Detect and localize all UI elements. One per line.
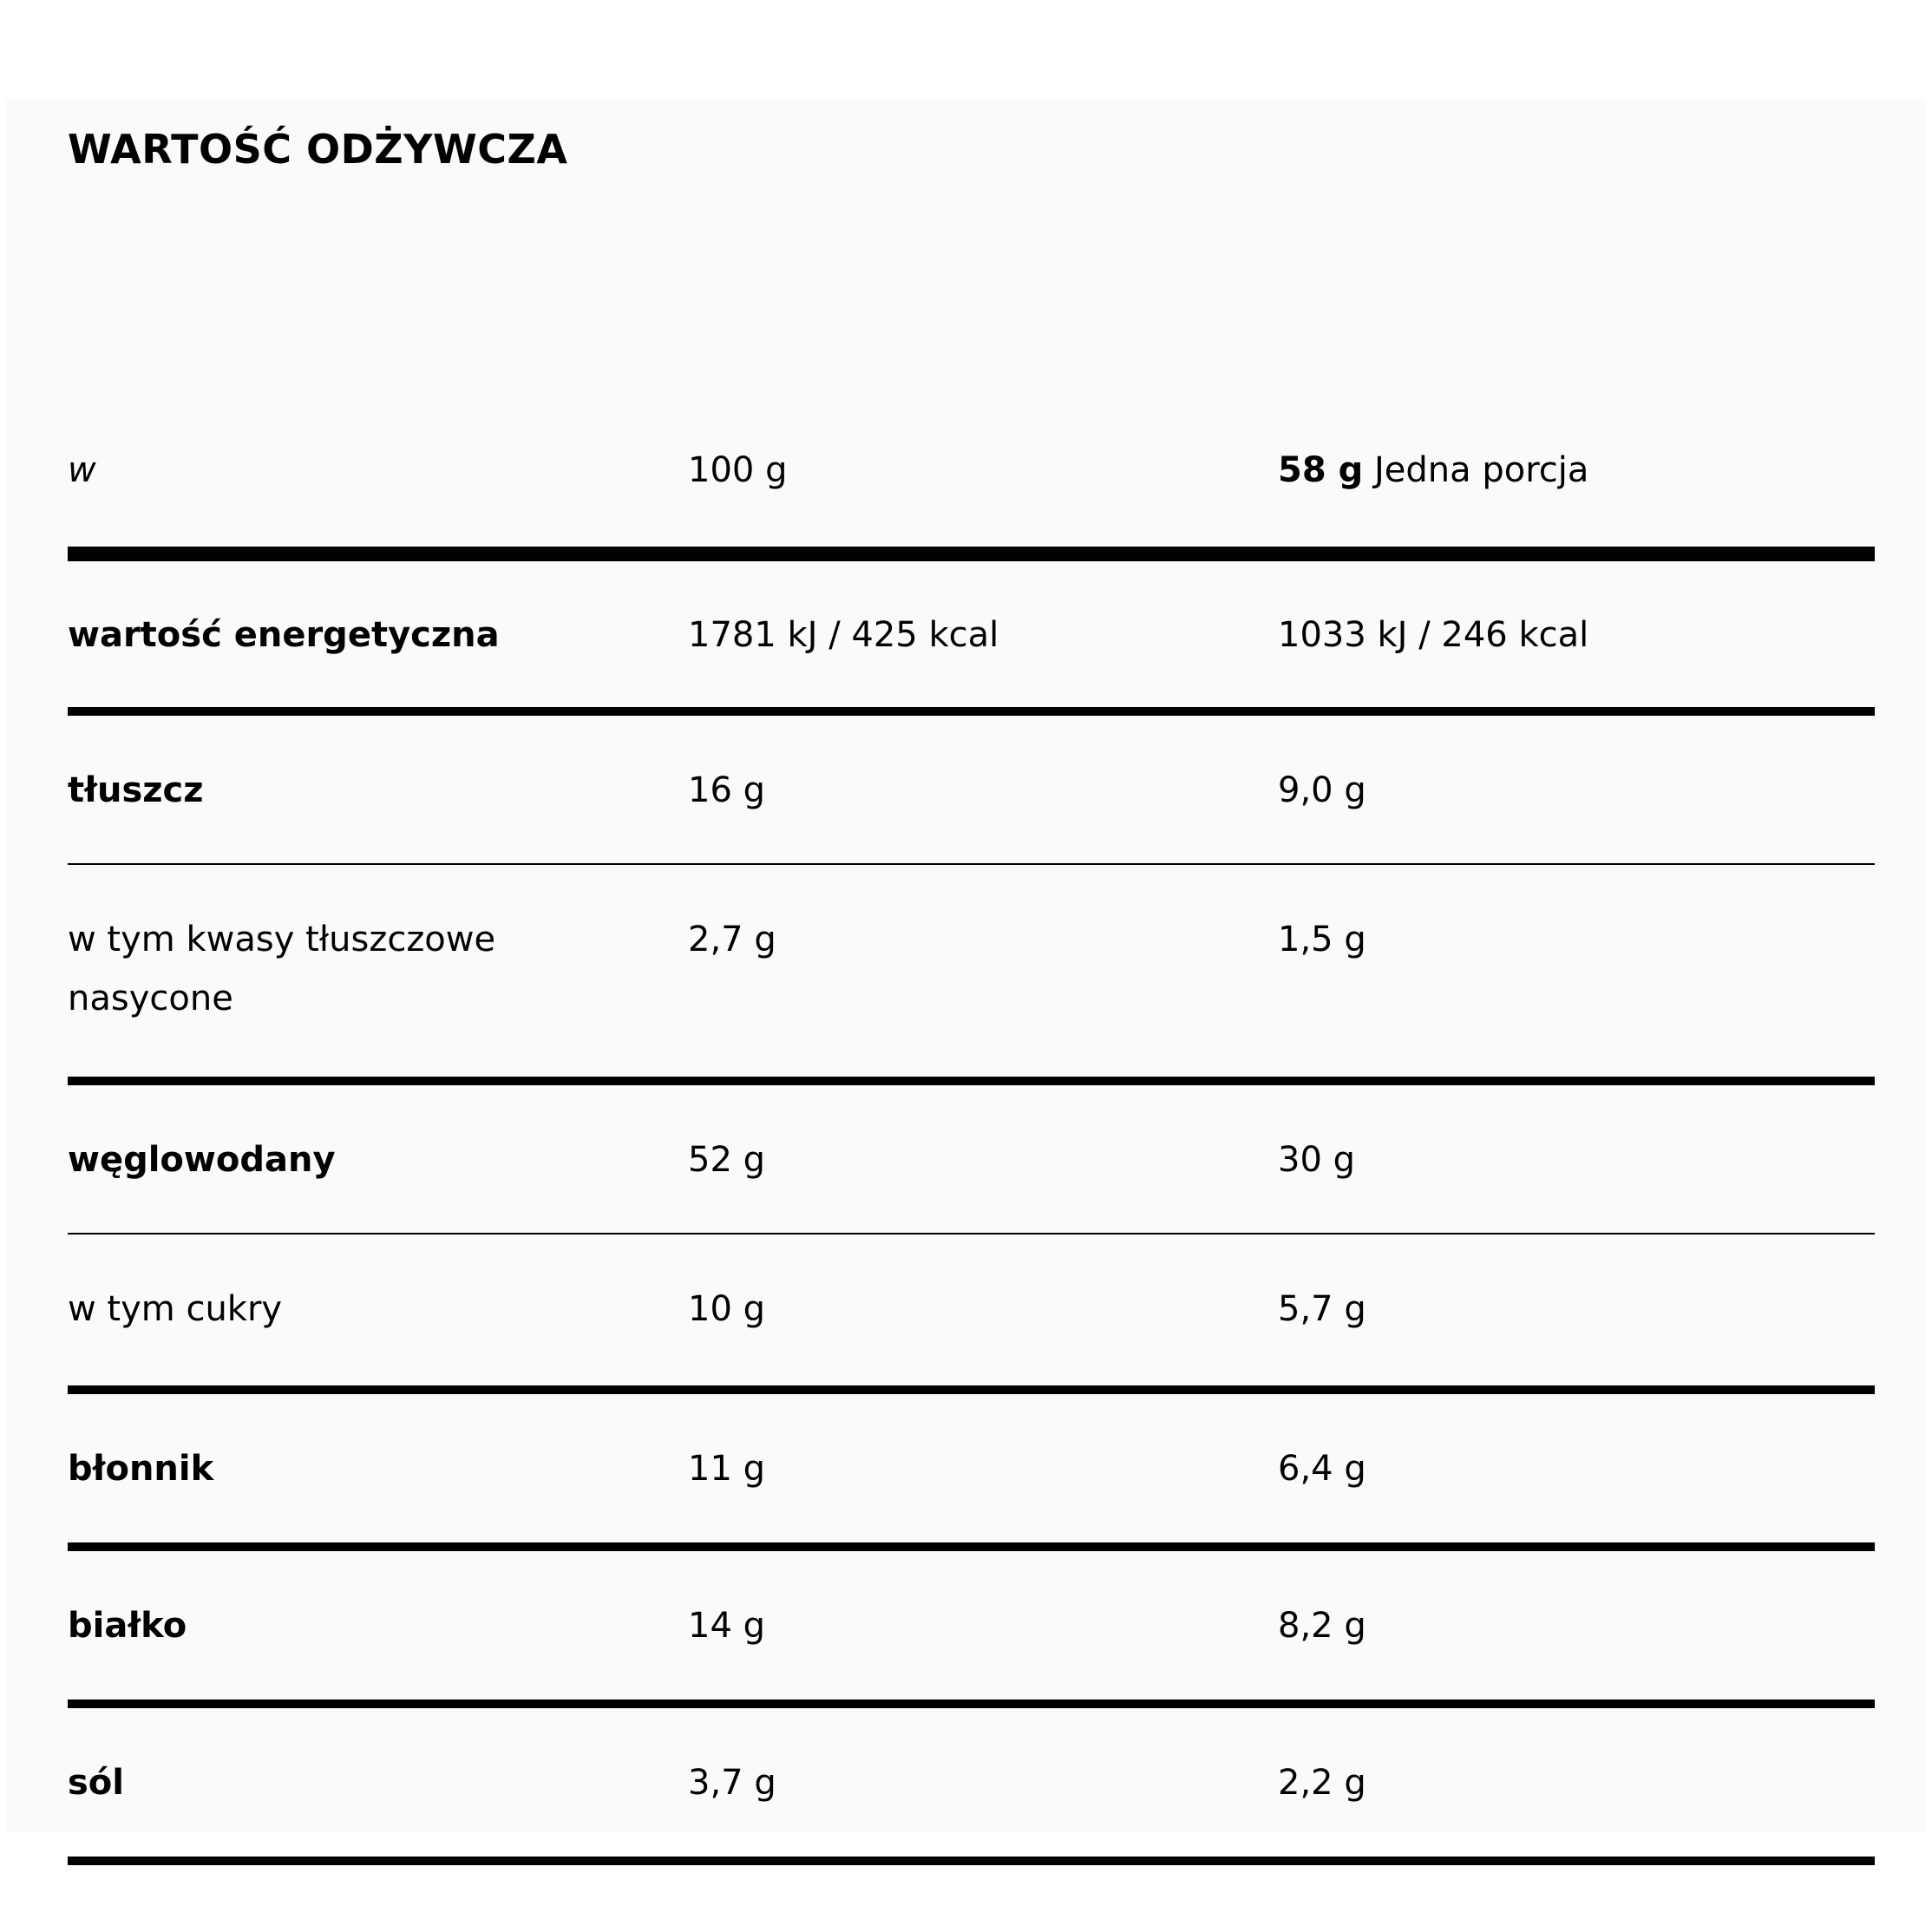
value-per-100g: 14 g xyxy=(688,1606,766,1646)
table-divider xyxy=(68,707,1875,716)
value-per-100g: 11 g xyxy=(688,1449,766,1489)
value-per-portion: 8,2 g xyxy=(1278,1606,1366,1646)
table-divider xyxy=(68,1077,1875,1085)
value-per-portion: 1,5 g xyxy=(1278,920,1366,959)
value-per-portion: 30 g xyxy=(1278,1140,1356,1180)
value-per-portion: 2,2 g xyxy=(1278,1763,1366,1803)
table-row xyxy=(68,1708,1875,1857)
value-per-100g: 1781 kJ / 425 kcal xyxy=(688,615,999,655)
table-row xyxy=(68,1085,1875,1233)
table-row xyxy=(68,1394,1875,1542)
table-header-row xyxy=(68,416,1875,547)
value-per-portion: 1033 kJ / 246 kcal xyxy=(1278,615,1589,655)
table-row xyxy=(68,716,1875,863)
value-per-100g: 10 g xyxy=(688,1289,766,1329)
value-per-100g: 16 g xyxy=(688,770,766,810)
nutrient-name: wartość energetyczna xyxy=(68,615,500,655)
table-divider xyxy=(68,1385,1875,1394)
nutrient-name: białko xyxy=(68,1606,187,1646)
header-per-portion xyxy=(1278,441,1588,500)
table-divider xyxy=(68,1700,1875,1708)
nutrient-name: węglowodany xyxy=(68,1140,336,1180)
nutrient-name-line2: nasycone xyxy=(68,979,233,1018)
table-row xyxy=(68,865,1875,1077)
table-row xyxy=(68,561,1875,707)
header-portion-size: 58 g xyxy=(1278,450,1364,490)
table-divider xyxy=(68,547,1875,561)
table-row xyxy=(68,1551,1875,1700)
nutrient-name xyxy=(68,910,495,1028)
nutrient-name: tłuszcz xyxy=(68,770,204,810)
nutrition-title: WARTOŚĆ ODŻYWCZA xyxy=(68,126,568,173)
header-portion-label: Jedna porcja xyxy=(1363,450,1589,490)
value-per-100g: 52 g xyxy=(688,1140,766,1180)
value-per-portion: 6,4 g xyxy=(1278,1449,1366,1489)
nutrient-name: sól xyxy=(68,1763,124,1803)
value-per-portion: 9,0 g xyxy=(1278,770,1366,810)
value-per-portion: 5,7 g xyxy=(1278,1289,1366,1329)
table-divider xyxy=(68,1542,1875,1551)
table-divider xyxy=(68,1857,1875,1865)
nutrient-name: w tym cukry xyxy=(68,1289,283,1329)
value-per-100g: 3,7 g xyxy=(688,1763,776,1803)
value-per-100g: 2,7 g xyxy=(688,920,776,959)
header-unit-label: w xyxy=(68,450,96,490)
table-row xyxy=(68,1235,1875,1385)
nutrition-table xyxy=(68,416,1875,1865)
header-per-100g: 100 g xyxy=(688,450,788,490)
nutrient-name-line1: w tym kwasy tłuszczowe xyxy=(68,920,496,959)
nutrition-card xyxy=(6,100,1926,1831)
nutrient-name: błonnik xyxy=(68,1449,214,1489)
